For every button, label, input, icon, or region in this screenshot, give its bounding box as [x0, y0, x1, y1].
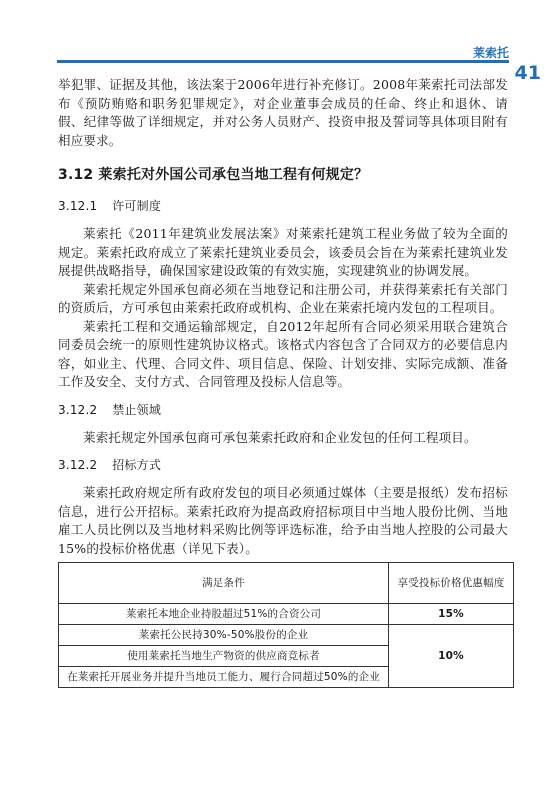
condition-cell: 莱索托本地企业持股超过51%的合资公司	[59, 604, 389, 625]
paragraph: 莱索托政府规定所有政府发包的项目必须通过媒体（主要是报纸）发布招标信息，进行公开招标。莱索托政府为提高政府招标项目中当地人股份比例、当地雇工人员比例以及当地材料采购比例等评选标准，给予由当地人控股的公司最大15%的投标价格优惠（详见下表）。	[58, 485, 508, 556]
paragraph: 莱索托规定外国承包商必须在当地登记和注册公司，并获得莱索托有关部门的资质后，方可承包由莱索托政府或机构、企业在莱索托境内发包的工程项目。	[58, 281, 508, 315]
subsection-title: 禁止领域	[112, 402, 162, 417]
bid-preference-table	[58, 562, 514, 688]
condition-cell: 莱索托公民持30%-50%股份的企业	[59, 625, 389, 646]
paragraph: 莱索托《2011年建筑业发展法案》对莱索托建筑工程业务做了较为全面的规定。莱索托政府成立了莱索托建筑业委员会，该委员会旨在为莱索托建筑业发展提供战略指导，确保国家建设政策的有效实施，实现建筑业的协调发展。	[58, 226, 508, 278]
header-rule	[57, 60, 509, 63]
discount-cell: 10%	[389, 625, 514, 688]
subsection-number: 3.12.1	[58, 199, 98, 213]
discount-cell: 15%	[389, 604, 514, 625]
subsection-number: 3.12.2	[58, 458, 98, 472]
subsection-title: 招标方式	[112, 458, 162, 472]
condition-cell: 在莱索托开展业务并提升当地员工能力、履行合同超过50%的企业	[59, 667, 389, 688]
table-row	[59, 604, 514, 625]
page-body	[58, 76, 508, 688]
table-header-cell: 满足条件	[59, 563, 389, 604]
subsection-heading-license	[58, 198, 508, 215]
subsection-number: 3.12.2	[58, 402, 98, 417]
subsection-title: 许可制度	[112, 199, 162, 213]
condition-cell: 使用莱索托当地生产物资的供应商竞标者	[59, 646, 389, 667]
paragraph: 莱索托工程和交通运输部规定，自2012年起所有合同必须采用联合建筑合同委员会统一的原则性建筑协议格式。该格式内容包含了合同双方的必要信息内容，如业主、代理、合同文件、项目信息、保险、计划安排、实际完成额、准备工作及安全、支付方式、合同管理及投标人信息等。	[58, 318, 508, 389]
table-header-cell: 享受投标价格优惠幅度	[389, 563, 514, 604]
paragraph: 莱索托规定外国承包商可承包莱索托政府和企业发包的任何工程项目。	[83, 429, 477, 445]
table-row	[59, 625, 514, 646]
page-number: 41	[514, 62, 541, 84]
running-header-title: 莱索托	[472, 46, 509, 60]
subsection-heading-prohibited	[58, 402, 508, 419]
subsection-heading-bidding	[58, 457, 508, 474]
table-header-row	[59, 563, 514, 604]
section-heading: 3.12 莱索托对外国公司承包当地工程有何规定？	[58, 167, 369, 183]
intro-paragraph: 举犯罪、证据及其他，该法案于2006年进行补充修订。2008年莱索托司法部发布《预防贿赂和职务犯罪规定》，对企业董事会成员的任命、终止和退休、请假、纪律等做了详细规定，并对公务人员财产、投资申报及誓词等具体项目附有相应要求。	[58, 77, 508, 148]
